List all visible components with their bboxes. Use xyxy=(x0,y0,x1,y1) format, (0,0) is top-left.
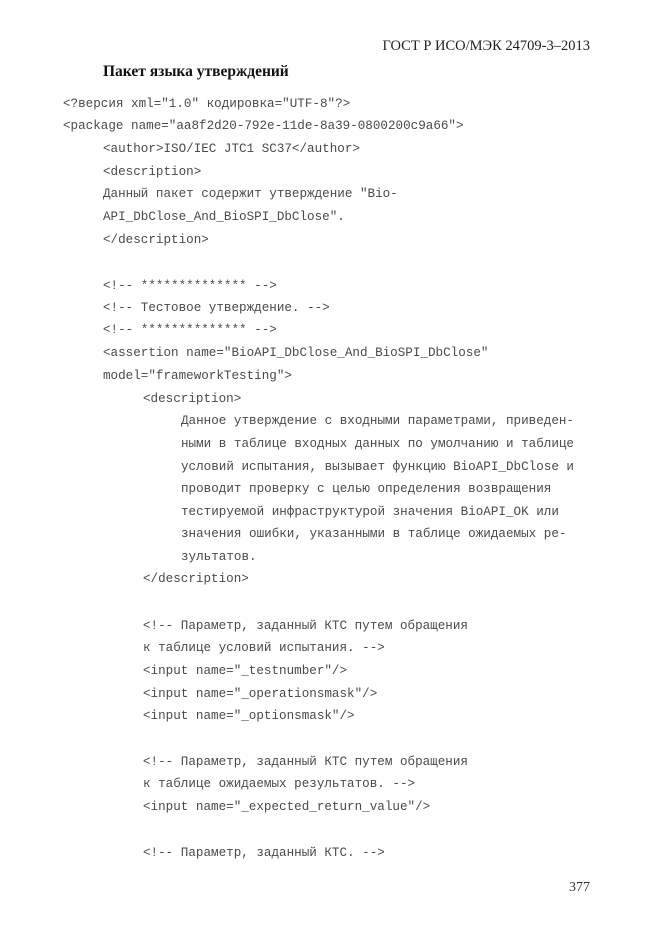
code-line: <!-- ************** --> xyxy=(103,279,277,293)
code-line: <author>ISO/IEC JTC1 SC37</author> xyxy=(103,142,360,156)
standard-header: ГОСТ Р ИСО/МЭК 24709-3–2013 xyxy=(382,38,590,54)
code-line: <!-- Параметр, заданный КТС. --> xyxy=(143,846,385,860)
code-line: <!-- Параметр, заданный КТС путем обращения xyxy=(143,755,468,769)
code-line: <input name="_optionsmask"/> xyxy=(143,709,355,723)
code-line: к таблице ожидаемых результатов. --> xyxy=(143,777,416,791)
code-line: Данное утверждение с входными параметрами, приведен- xyxy=(181,414,574,428)
code-line: API_DbClose_And_BioSPI_DbClose". xyxy=(103,210,345,224)
code-line: <!-- Параметр, заданный КТС путем обращения xyxy=(143,619,468,633)
code-line: <input name="_testnumber"/> xyxy=(143,664,348,678)
code-line: условий испытания, вызывает функцию BioAPI_DbClose и xyxy=(181,460,574,474)
code-line: <description> xyxy=(103,165,202,179)
code-line: <assertion name="BioAPI_DbClose_And_BioSPI_DbClose" xyxy=(103,346,489,360)
code-line: Данный пакет содержит утверждение "Bio- xyxy=(103,187,398,201)
code-line: <description> xyxy=(143,392,242,406)
code-line: тестируемой инфраструктурой значения BioAPI_OK или xyxy=(181,505,559,519)
code-line: <input name="_expected_return_value"/> xyxy=(143,800,431,814)
code-line: значения ошибки, указанными в таблице ожидаемых ре- xyxy=(181,527,567,541)
code-line: проводит проверку с целью определения возвращения xyxy=(181,482,552,496)
code-line: <input name="_operationsmask"/> xyxy=(143,687,378,701)
code-line: зультатов. xyxy=(181,550,257,564)
code-line: ными в таблице входных данных по умолчанию и таблице xyxy=(181,437,574,451)
code-line: <package name="aa8f2d20-792e-11de-8a39-0800200c9a66"> xyxy=(63,119,464,133)
code-line: </description> xyxy=(143,572,249,586)
code-line: </description> xyxy=(103,233,209,247)
code-line: <?версия xml="1.0" кодировка="UTF-8"?> xyxy=(63,97,351,111)
code-line: model="frameworkTesting"> xyxy=(103,369,292,383)
code-line: <!-- Тестовое утверждение. --> xyxy=(103,301,330,315)
code-line: к таблице условий испытания. --> xyxy=(143,641,385,655)
section-title: Пакет языка утверждений xyxy=(103,63,289,80)
code-line: <!-- ************** --> xyxy=(103,323,277,337)
page-number: 377 xyxy=(569,880,590,895)
